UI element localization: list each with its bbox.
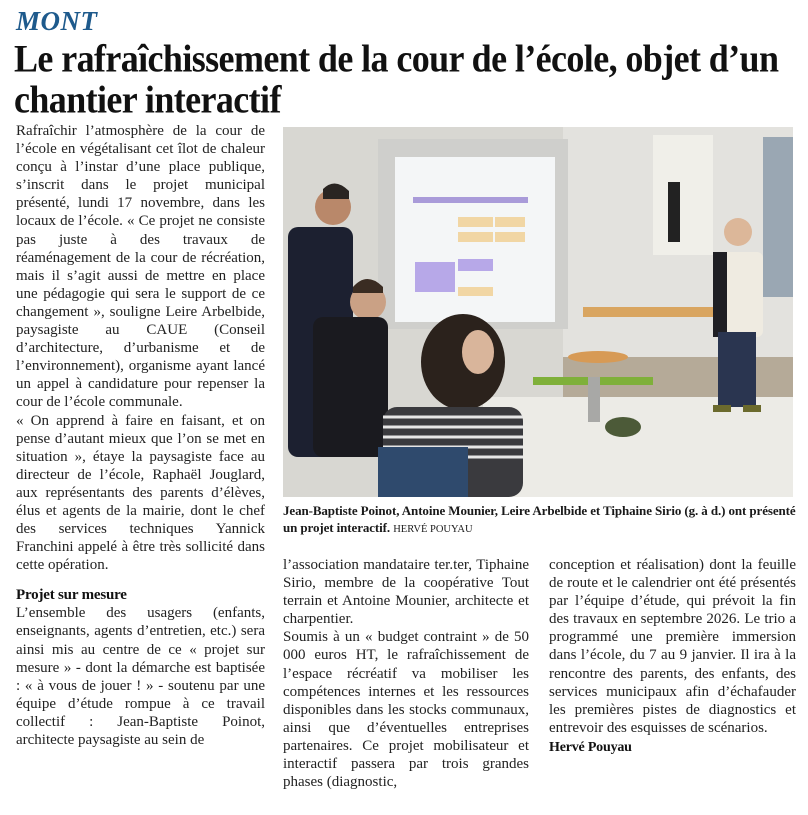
window [763,137,793,297]
intro-paragraph-1: Rafraîchir l’atmosphère de la cour de l’école en végétalisant cet îlot de chaleur conçu à l’instar d’une place publique, s’inscrit dans le projet municipal présenté, lundi 17 novembre, dans les locaux de l’école. « Ce projet ne consiste pas juste à des travaux de réaménagement de la cour de récréation, mais il s’agit aussi de mettre en place une pédagogie qui sera le support de ce changement », souligne Leire Arbelbide, paysagiste au CAUE (Conseil d’architecture, d’urbanisme et de l’environnement), organisme ayant lancé un appel à candidature pour repenser la cour de l’école communale. [16,123,265,411]
article-headline: Le rafraîchissement de la cour de l’école, objet d’un chantier interactif [14,36,779,122]
wall-board [653,135,713,255]
caption-text: Jean-Baptiste Poinot, Antoine Mounier, Leire Arbelbide et Tiphaine Sirio (g. à d.) ont présenté un projet interactif. [283,503,796,535]
section-paragraph-2: l’association mandataire ter.ter, Tiphaine Sirio, membre de la coopérative Tout terrain et Antoine Mounier, architecte et charpentier. [283,557,529,628]
classroom-photo [283,127,793,497]
intro-paragraph-2: « On apprend à faire en faisant, et on pense d’autant mieux que l’on se met en situation », étaye la paysagiste face au directeur de l’école, Raphaël Jouglard, aux représentants des parents d’élèves, élus et agents de la mairie, dont le chef des services techniques Yannick Franchini appelé à être très sollicité dans cette opération. [16,412,265,574]
column-1 [16,122,265,749]
glasses-case [605,417,641,437]
byline: Hervé Pouyau [549,739,632,755]
photo-credit: HERVÉ POUYAU [393,524,473,535]
section-paragraph-3: Soumis à un « budget contraint » de 50 000 euros HT, le rafraîchissement de l’espace récréatif va mobiliser les compétences internes et les ressources disponibles dans les stocks communaux, ainsi que d’éventuelles entreprises partenaires. Ce projet mobilisateur et interactif passera par trois grandes phases (diagnostic, [283,629,529,791]
column-2 [283,556,529,791]
stool [568,351,628,363]
photo-caption [283,502,803,538]
section-subheading: Projet sur mesure [16,587,127,604]
article-kicker: MONT [16,6,98,36]
article-photo [283,127,793,497]
bottle [588,377,600,422]
section-paragraph-1: L’ensemble des usagers (enfants, enseignants, agents d’entretien, etc.) sera ainsi mis au centre de ce « projet sur mesure » - dont la démarche est baptisée : « à vous de jouer ! » - soutenu par une équipe d’étude rompue à ce travail collectif : Jean-Baptiste Poinot, architecte paysagiste au sein de [16,605,265,748]
section-paragraph-4: conception et réalisation) dont la feuille de route et le calendrier ont été présentés par l’équipe d’étude, qui prévoit la fin des travaux en septembre 2026. Le trio a programmé une première immersion dans l’école, du 7 au 9 janvier. Il ira à la rencontre des parents, des enfants, des services municipaux afin d’échafauder les premières pistes de diagnostics et entrevoir des esquisses de scénarios. [549,557,796,736]
column-3 [549,556,796,757]
